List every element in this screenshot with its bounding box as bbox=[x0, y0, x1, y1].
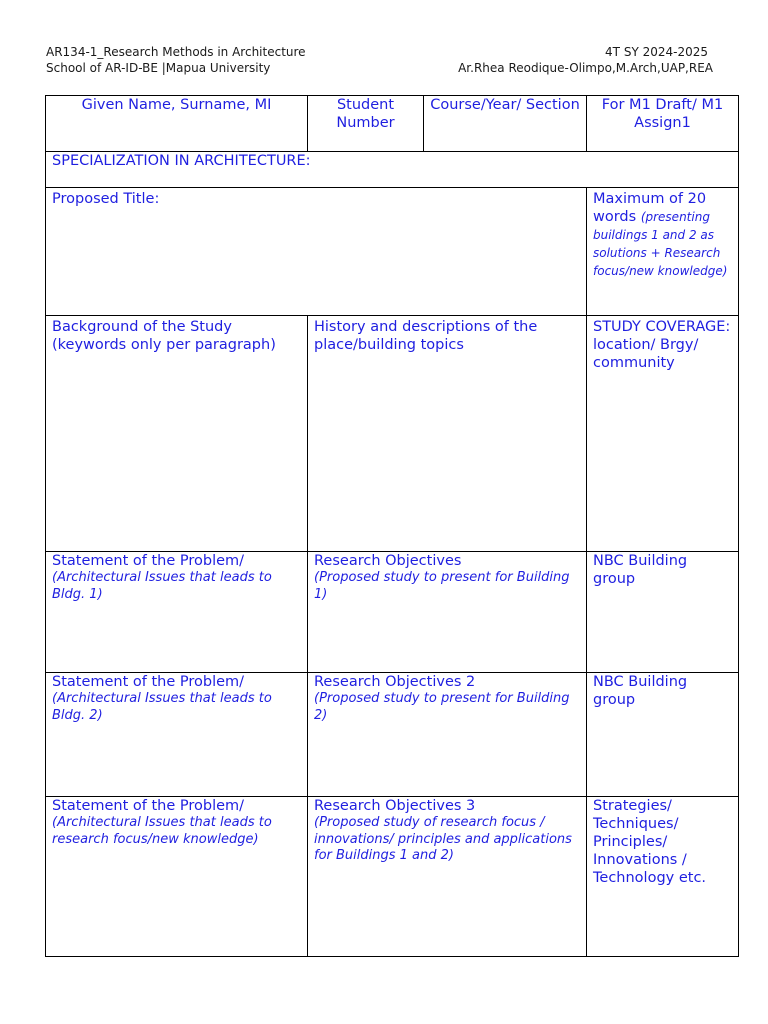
problem-row-1 bbox=[46, 552, 739, 673]
problem-row-3 bbox=[46, 797, 739, 957]
research-form-table bbox=[45, 95, 739, 957]
max-words-cell bbox=[587, 188, 739, 316]
proposed-title-row bbox=[46, 188, 739, 316]
problem-cell-3[interactable] bbox=[46, 797, 308, 957]
objective-note-3: (Proposed study of research focus / innovations/ principles and applications for Buildings 1 and 2) bbox=[314, 815, 572, 863]
problem-note-3: (Architectural Issues that leads to research focus/new knowledge) bbox=[52, 815, 272, 847]
objective-label-1: Research Objectives bbox=[314, 553, 462, 569]
course-code: AR134-1_Research Methods in Architecture bbox=[46, 45, 306, 59]
school-name: School of AR-ID-BE |Mapua University bbox=[46, 61, 271, 75]
objective-note-2: (Proposed study to present for Building 2) bbox=[314, 691, 570, 723]
side-cell-1: NBC Building group bbox=[587, 552, 739, 673]
objective-label-3: Research Objectives 3 bbox=[314, 798, 476, 814]
problem-label-1: Statement of the Problem/ bbox=[52, 553, 245, 569]
max-words-label: Maximum of 20 words bbox=[593, 191, 707, 225]
instructor-name: Ar.Rhea Reodique-Olimpo,M.Arch,UAP,REA bbox=[458, 61, 713, 75]
background-row bbox=[46, 316, 739, 552]
specialization-row bbox=[46, 152, 739, 188]
problem-row-2 bbox=[46, 673, 739, 797]
objective-note-1: (Proposed study to present for Building 1) bbox=[314, 570, 570, 602]
side-cell-3: Strategies/ Techniques/ Principles/ Innovations / Technology etc. bbox=[587, 797, 739, 957]
problem-label-3: Statement of the Problem/ bbox=[52, 798, 245, 814]
student-number-header: Student Number bbox=[308, 96, 424, 152]
objective-label-2: Research Objectives 2 bbox=[314, 674, 476, 690]
background-cell[interactable]: Background of the Study (keywords only per paragraph) bbox=[46, 316, 308, 552]
header-row bbox=[46, 96, 739, 152]
problem-label-2: Statement of the Problem/ bbox=[52, 674, 245, 690]
history-cell[interactable]: History and descriptions of the place/building topics bbox=[308, 316, 587, 552]
document-header-right bbox=[458, 44, 713, 76]
max-words-note: (presenting buildings 1 and 2 as solutions + Research focus/new knowledge) bbox=[593, 210, 728, 278]
name-column-header: Given Name, Surname, MI bbox=[46, 96, 308, 152]
draft-assignment-header: For M1 Draft/ M1 Assign1 bbox=[587, 96, 739, 152]
objective-cell-2[interactable] bbox=[308, 673, 587, 797]
proposed-title-cell[interactable]: Proposed Title: bbox=[46, 188, 587, 316]
document-header-left bbox=[46, 44, 306, 76]
side-cell-2: NBC Building group bbox=[587, 673, 739, 797]
specialization-label: SPECIALIZATION IN ARCHITECTURE: bbox=[46, 152, 739, 188]
school-year: 4T SY 2024-2025 bbox=[605, 45, 708, 59]
objective-cell-3[interactable] bbox=[308, 797, 587, 957]
problem-note-2: (Architectural Issues that leads to Bldg. 2) bbox=[52, 691, 272, 723]
problem-note-1: (Architectural Issues that leads to Bldg. 1) bbox=[52, 570, 272, 602]
course-year-section-header: Course/Year/ Section bbox=[424, 96, 587, 152]
problem-cell-2[interactable] bbox=[46, 673, 308, 797]
objective-cell-1[interactable] bbox=[308, 552, 587, 673]
study-coverage-cell: STUDY COVERAGE: location/ Brgy/ community bbox=[587, 316, 739, 552]
problem-cell-1[interactable] bbox=[46, 552, 308, 673]
